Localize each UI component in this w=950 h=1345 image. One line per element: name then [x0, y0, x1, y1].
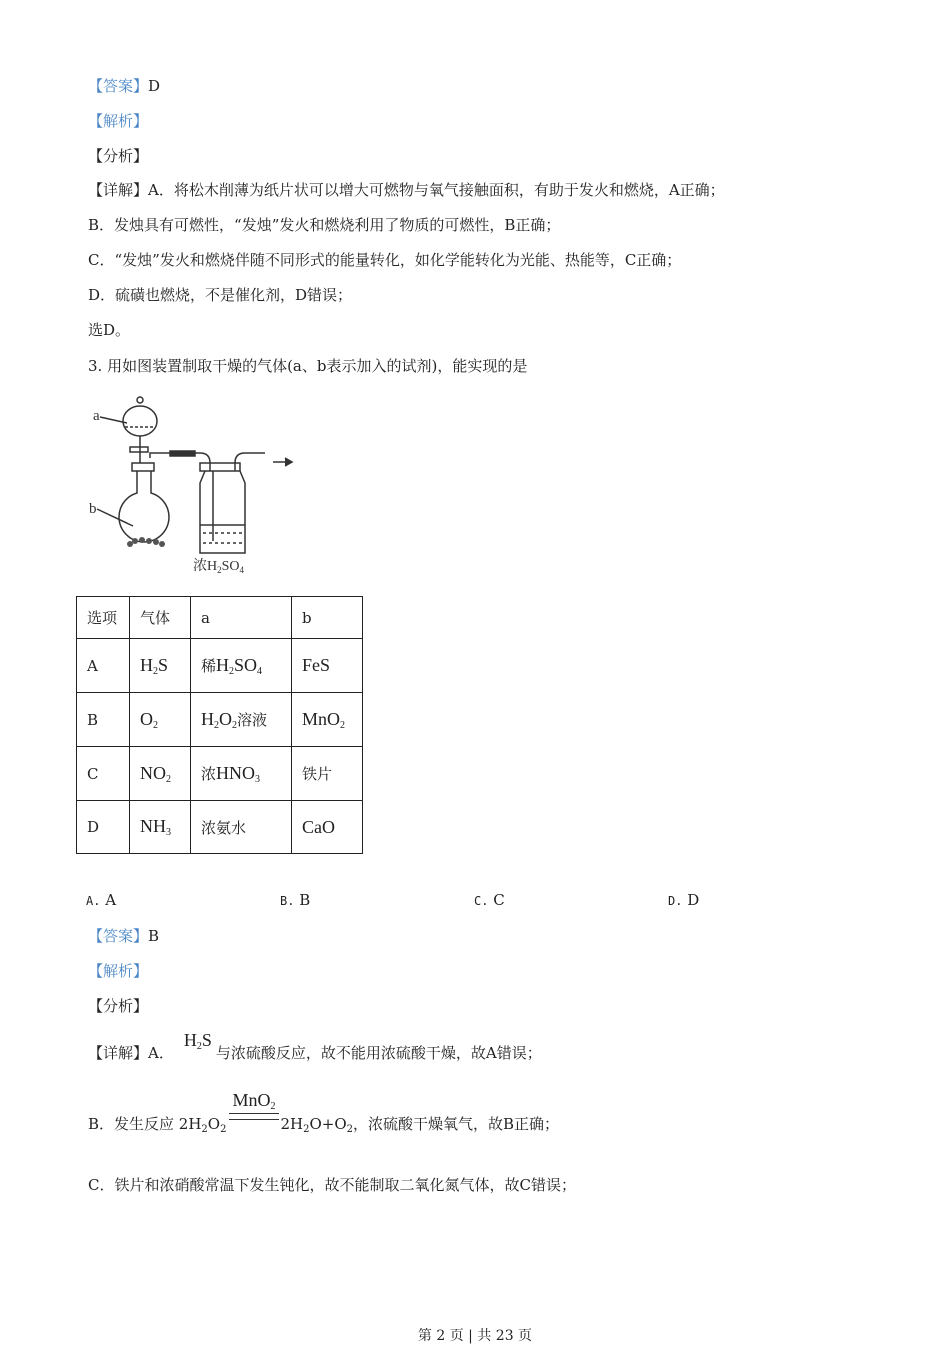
table-header-row — [77, 597, 363, 639]
equals-sign — [229, 1113, 279, 1120]
q3-analysis-tag: 【解析】 — [88, 962, 149, 980]
apparatus-diagram — [85, 393, 300, 578]
header-cell: 气体 — [130, 597, 191, 639]
reagent-b-cell: CaO — [292, 801, 363, 854]
q2-answer — [88, 76, 160, 96]
reaction-condition — [229, 1090, 279, 1120]
q3-fenxi-tag: 【分析】 — [88, 997, 149, 1015]
gas-cell: $NO_2$ — [130, 747, 191, 801]
choice-b[interactable]: B. B — [280, 891, 311, 909]
reagent-a-cell: 浓氨水 — [191, 801, 292, 854]
header-cell: b — [292, 597, 363, 639]
q2-analysis-tag: 【解析】 — [88, 112, 149, 130]
options-table — [76, 596, 363, 854]
q2-detail-a — [88, 180, 725, 200]
reagent-a-cell: 浓$HNO_3$ — [191, 747, 292, 801]
q2-detail-b: B．发烛具有可燃性，“发烛”发火和燃烧利用了物质的可燃性，B正确； — [88, 216, 561, 234]
table-row — [77, 639, 363, 693]
q2-conclusion: 选D。 — [88, 321, 131, 339]
gas-cell: $H_2S$ — [130, 639, 191, 693]
table-row — [77, 747, 363, 801]
page-footer: 第 2 页 | 共 23 页 — [417, 1328, 533, 1344]
gas-cell: $O_2$ — [130, 693, 191, 747]
header-cell: a — [191, 597, 292, 639]
option-cell: B — [77, 693, 130, 747]
choice-d[interactable]: D. D — [668, 891, 700, 909]
q3-detail-b: B．发生反应 $2H_2O_2$ $2H_2O+O_2$，浓硫酸干燥氧气，故B正确； — [88, 1115, 560, 1135]
reagent-b-cell: MnO$_2$ — [292, 693, 363, 747]
q3-detail-c: C．铁片和浓硝酸常温下发生钝化，故不能制取二氧化氮气体，故C错误； — [88, 1176, 576, 1194]
choice-c[interactable]: C. C — [474, 891, 505, 909]
q3-detail-a: 【详解】A．$H_2S$与浓硫酸反应，故不能用浓硫酸干燥，故A错误； — [88, 1030, 542, 1062]
option-cell: D — [77, 801, 130, 854]
answer-value: B — [148, 927, 160, 945]
answer-tag: 【答案】 — [88, 77, 149, 95]
catalyst-label: MnO$_2$ — [232, 1090, 276, 1112]
q2-detail-d: D．硫磺也燃烧，不是催化剂，D错误； — [88, 286, 353, 304]
q3-stem: 3. 用如图装置制取干燥的气体(a、b表示加入的试剂)，能实现的是 — [88, 357, 528, 375]
q2-detail-c: C．“发烛”发火和燃烧伴随不同形式的能量转化，如化学能转化为光能、热能等，C正确； — [88, 251, 682, 269]
label-b: b — [89, 501, 97, 517]
reagent-b-cell: FeS — [292, 639, 363, 693]
reagent-a-cell: $H_2O_2$溶液 — [191, 693, 292, 747]
table-row — [77, 693, 363, 747]
choice-a[interactable]: A. A — [86, 891, 117, 909]
label-a: a — [93, 408, 100, 424]
detail-tag: 【详解】 — [88, 181, 149, 199]
detail-line: A．将松木削薄为纸片状可以增大可燃物与氧气接触面积，有助于发火和燃烧，A正确； — [148, 181, 725, 199]
q2-fenxi-tag: 【分析】 — [88, 147, 149, 165]
reagent-a-cell: 稀$H_2SO_4$ — [191, 639, 292, 693]
figure-caption: 浓$H_2SO_4$ — [193, 559, 245, 575]
q3-answer — [88, 926, 159, 946]
table-row — [77, 801, 363, 854]
answer-tag: 【答案】 — [88, 927, 149, 945]
gas-cell: $NH_3$ — [130, 801, 191, 854]
answer-value: D — [148, 77, 161, 95]
option-cell: A — [77, 639, 130, 693]
reagent-b-cell: 铁片 — [292, 747, 363, 801]
option-cell: C — [77, 747, 130, 801]
header-cell: 选项 — [77, 597, 130, 639]
